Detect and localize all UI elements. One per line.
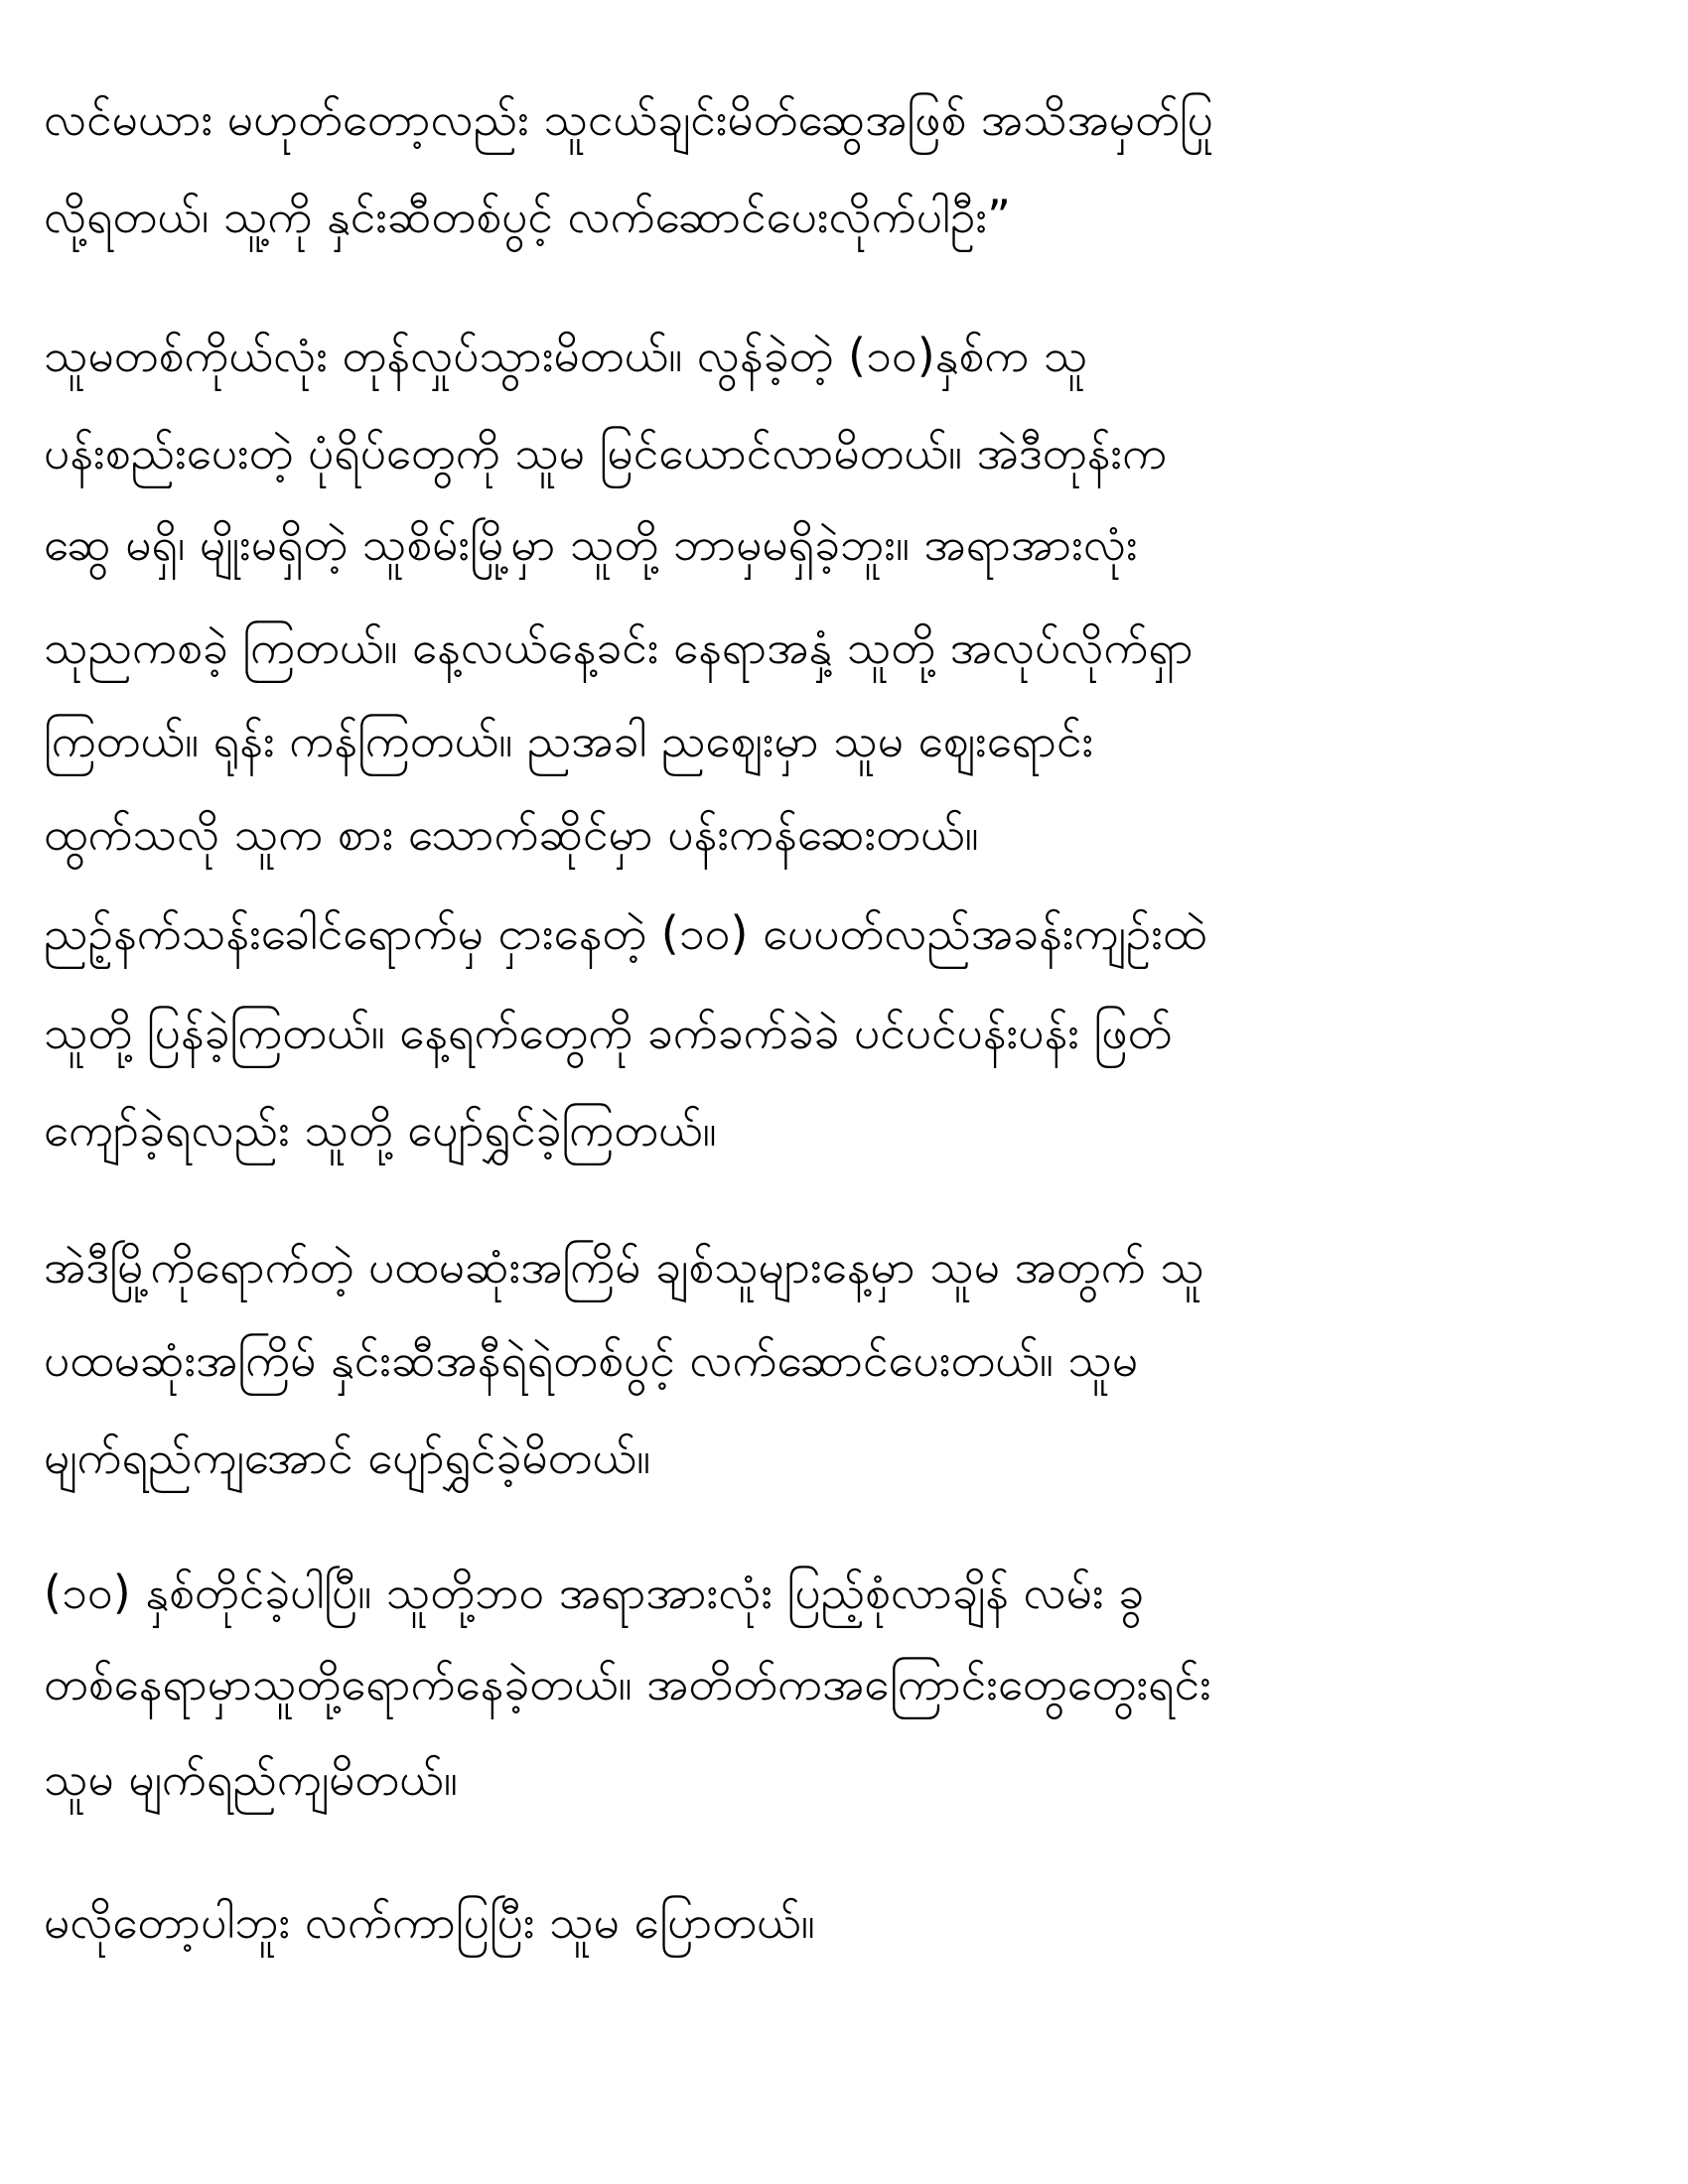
text-line: သုညကစခဲ့ ကြတယ်။ နေ့လယ်နေ့ခင်း နေရာအနှံ့ သူတို့ အလုပ်လိုက်ရှာ [44,620,1194,674]
text-line: ညဉ့်နက်သန်းခေါင်ရောက်မှ ငှားနေတဲ့ (၁၀) ပေပတ်လည်အခန်းကျဉ်းထဲ [44,906,1207,960]
text-line: ထွက်သလို သူက စား သောက်ဆိုင်မှာ ပန်းကန်ဆေးတယ်။ [44,807,979,861]
text-line: လို့ရတယ်၊ သူ့ကို နှင်းဆီတစ်ပွင့် လက်ဆောင်ပေးလိုက်ပါဦး” [44,190,1011,243]
text-line: မျက်ရည်ကျအောင် ပျော်ရွှင်ခဲ့မိတယ်။ [44,1431,651,1484]
text-line: (၁၀) နှစ်တိုင်ခဲ့ပါပြီ။ သူတို့ဘ၀ အရာအားလုံး ပြည့်စုံလာချိန် လမ်း ခွ [44,1566,1145,1619]
text-line: ပန်းစည်းပေးတဲ့ ပုံရိပ်တွေကို သူမ မြင်ယောင်လာမိတယ်။ အဲဒီတုန်းက [44,426,1168,479]
text-line: ကြတယ်။ ရုန်း ကန်ကြတယ်။ ညအခါ ညဈေးမှာ သူမ ဈေးရောင်း [44,714,1094,767]
text-line: မလိုတော့ပါဘူး လက်ကာပြပြီး သူမ ပြောတယ်။ [44,1895,815,1949]
text-line: အဲဒီမြို့ကိုရောက်တဲ့ ပထမဆုံးအကြိမ် ချစ်သူများနေ့မှာ သူမ အတွက် သူ [44,1240,1204,1294]
text-line: လင်မယား မဟုတ်တော့လည်း သူငယ်ချင်းမိတ်ဆွေအဖြစ် အသိအမှတ်ပြု [44,92,1213,146]
text-line: သူမ မျက်ရည်ကျမိတယ်။ [44,1752,458,1806]
text-line: ဆွေ မရှိ၊ မျိုးမရှိတဲ့ သူစိမ်းမြို့မှာ သူတို့ ဘာမှမရှိခဲ့ဘူး။ အရာအားလုံး [44,517,1138,571]
text-line: တစ်နေရာမှာသူတို့ရောက်နေခဲ့တယ်။ အတိတ်ကအကြောင်းတွေတွေးရင်း [44,1657,1211,1710]
text-line: ကျော်ခဲ့ရလည်း သူတို့ ပျော်ရွှင်ခဲ့ကြတယ်။ [44,1103,717,1157]
text-line: သူတို့ ပြန်ခဲ့ကြတယ်။ နေ့ရက်တွေကို ခက်ခက်ခဲခဲ ပင်ပင်ပန်းပန်း ဖြတ် [44,1006,1173,1059]
text-line: သူမတစ်ကိုယ်လုံး တုန်လှုပ်သွားမိတယ်။ လွန်ခဲ့တဲ့ (၁၀)နှစ်က သူ [44,329,1088,382]
text-line: ပထမဆုံးအကြိမ် နှင်းဆီအနီရဲရဲတစ်ပွင့် လက်ဆောင်ပေးတယ်။ သူမ [44,1333,1139,1387]
